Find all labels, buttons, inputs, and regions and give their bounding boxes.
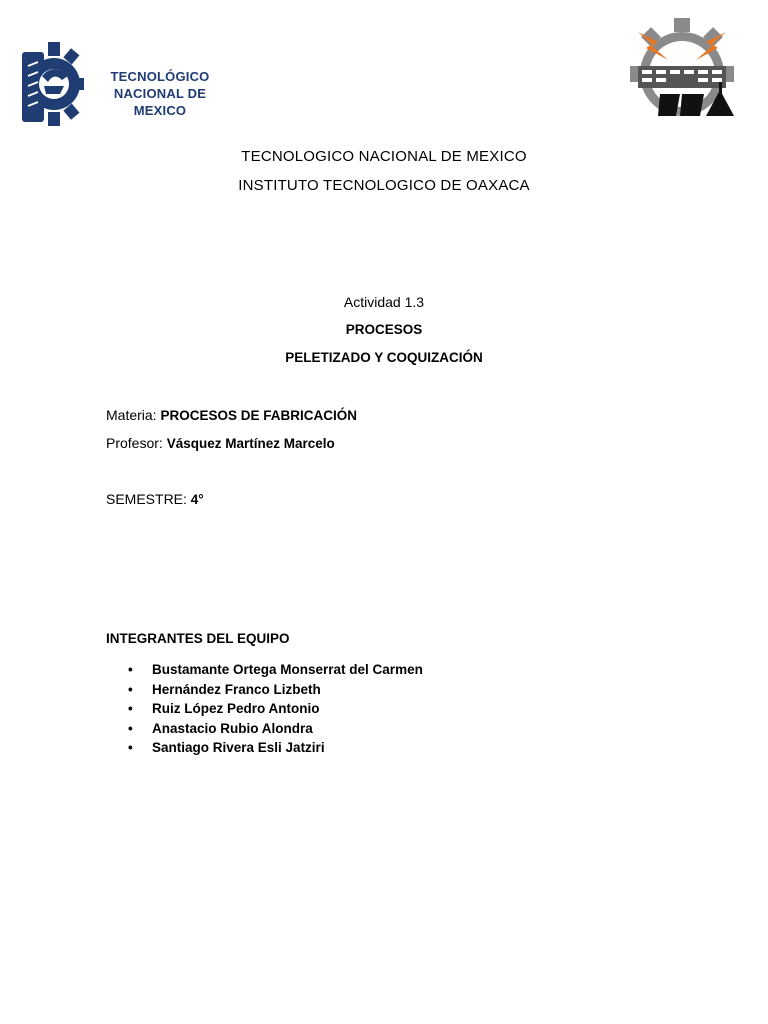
team-member: • Ruiz López Pedro Antonio <box>106 699 423 719</box>
tecnm-brand-text <box>90 68 230 119</box>
ito-gear-lightning-icon <box>624 12 740 132</box>
professor-value: Vásquez Martínez Marcelo <box>166 436 335 451</box>
professor-line <box>106 435 335 451</box>
tecnm-logo <box>20 36 230 132</box>
semester-value: 4° <box>190 492 204 507</box>
activity-topic: PROCESOS <box>345 322 423 337</box>
team-list <box>106 660 423 758</box>
brand-line-1: TECNOLÓGICO <box>110 69 210 84</box>
subject-label: Materia: <box>106 407 161 423</box>
team-member: • Santiago Rivera Esli Jatziri <box>106 738 423 758</box>
team-member: • Anastacio Rubio Alondra <box>106 719 423 739</box>
brand-line-2: NACIONAL DE MEXICO <box>113 86 207 118</box>
professor-label: Profesor: <box>106 435 167 451</box>
team-member: • Bustamante Ortega Monserrat del Carmen <box>106 660 423 680</box>
subject-line <box>106 407 357 423</box>
subject-value: PROCESOS DE FABRICACIÓN <box>160 408 357 423</box>
institution-line-2: INSTITUTO TECNOLOGICO DE OAXACA <box>238 177 530 194</box>
semester-label: SEMESTRE: <box>106 491 191 507</box>
team-title: INTEGRANTES DEL EQUIPO <box>106 631 290 646</box>
activity-label: Actividad 1.3 <box>343 294 425 310</box>
team-member: • Hernández Franco Lizbeth <box>106 680 423 700</box>
ito-logo <box>624 12 740 132</box>
semester-line <box>106 491 204 507</box>
eagle-gear-icon <box>20 36 86 132</box>
institution-line-1: TECNOLOGICO NACIONAL DE MEXICO <box>241 148 527 165</box>
activity-subtitle: PELETIZADO Y COQUIZACIÓN <box>285 350 483 365</box>
